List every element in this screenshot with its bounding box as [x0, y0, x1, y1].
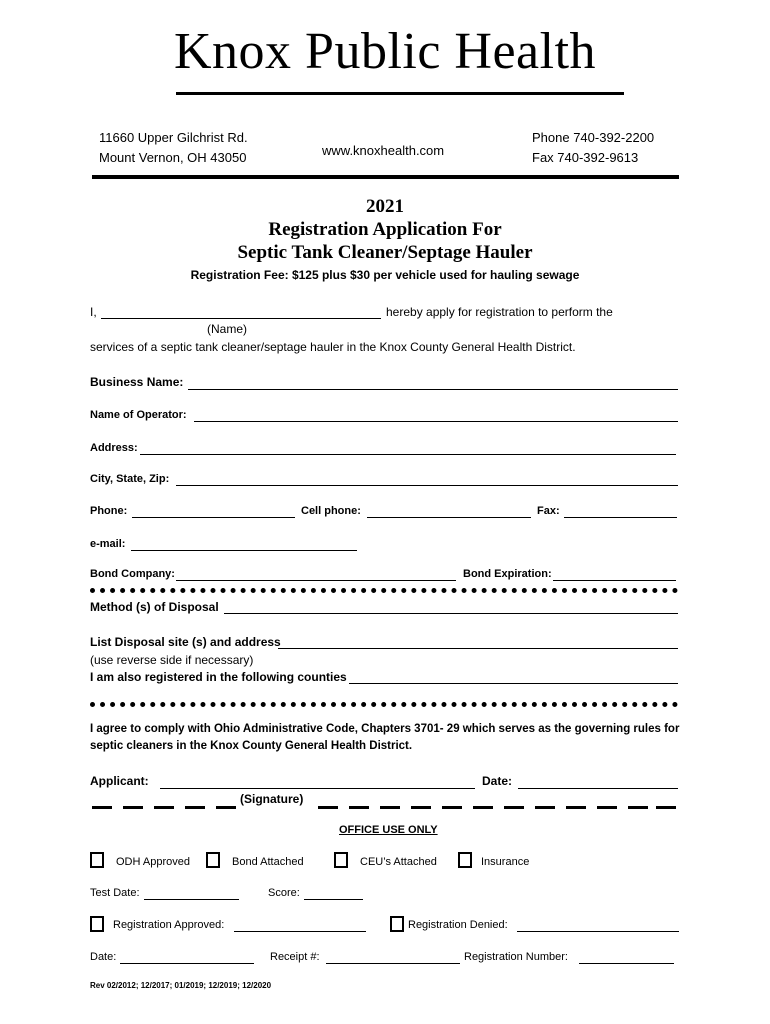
intro-suffix: hereby apply for registration to perform the: [386, 305, 613, 319]
receipt-line[interactable]: [326, 963, 460, 964]
bond-attached-label: Bond Attached: [232, 856, 304, 868]
name-caption: (Name): [207, 322, 248, 336]
registration-denied-checkbox[interactable]: [390, 916, 404, 932]
title-underline: [176, 92, 624, 95]
agreement-line-1: I agree to comply with Ohio Administrative Code, Chapters 3701- 29 which serves as the governing rules for: [90, 723, 680, 735]
disposal-method-label: Method (s) of Disposal: [90, 600, 219, 614]
disposal-sites-line[interactable]: [278, 648, 678, 649]
phone-label: Phone:: [90, 505, 128, 517]
odh-approved-label: ODH Approved: [116, 856, 190, 868]
intro-line-2: services of a septic tank cleaner/septage hauler in the Knox County General Health District.: [90, 340, 576, 354]
registration-approved-checkbox[interactable]: [90, 916, 104, 932]
cell-phone-line[interactable]: [367, 517, 531, 518]
phone-line[interactable]: [132, 517, 295, 518]
office-date-label: Date:: [90, 951, 117, 963]
score-line[interactable]: [304, 899, 363, 900]
registration-denied-label: Registration Denied:: [408, 919, 508, 931]
signature-date-label: Date:: [482, 774, 513, 788]
header-divider: [92, 175, 679, 179]
cell-phone-label: Cell phone:: [301, 505, 361, 517]
receipt-label: Receipt #:: [270, 951, 320, 963]
operator-name-line[interactable]: [194, 421, 678, 422]
address-line-1: 11660 Upper Gilchrist Rd.: [99, 130, 248, 145]
phone-number: Phone 740-392-2200: [532, 130, 655, 145]
bond-company-line[interactable]: [176, 580, 456, 581]
fax-line[interactable]: [564, 517, 677, 518]
registration-number-line[interactable]: [579, 963, 674, 964]
business-name-label: Business Name:: [90, 375, 184, 389]
fax-number: Fax 740-392-9613: [532, 150, 639, 165]
intro-prefix: I,: [90, 305, 97, 319]
ceus-attached-label: CEU’s Attached: [360, 856, 437, 868]
fax-label: Fax:: [537, 505, 560, 517]
website: www.knoxhealth.com: [322, 143, 445, 158]
address-label: Address:: [90, 442, 138, 454]
reverse-side-note: (use reverse side if necessary): [90, 653, 254, 667]
insurance-label: Insurance: [481, 856, 530, 868]
applicant-label: Applicant:: [90, 774, 149, 788]
city-state-zip-label: City, State, Zip:: [90, 473, 170, 485]
insurance-checkbox[interactable]: [458, 852, 472, 868]
office-use-heading: OFFICE USE ONLY: [339, 824, 438, 836]
office-date-line[interactable]: [120, 963, 254, 964]
revision-note: Rev 02/2012; 12/2017; 01/2019; 12/2019; 12/2020: [90, 981, 272, 990]
registration-fee: Registration Fee: $125 plus $30 per vehicle used for hauling sewage: [190, 268, 580, 282]
form-title-line-1: Registration Application For: [268, 219, 502, 240]
name-line[interactable]: [101, 318, 381, 319]
score-label: Score:: [268, 887, 300, 899]
registration-approved-label: Registration Approved:: [113, 919, 225, 931]
dotted-divider: [90, 702, 678, 707]
registration-denied-line[interactable]: [517, 931, 679, 932]
registration-approved-line[interactable]: [234, 931, 366, 932]
test-date-label: Test Date:: [90, 887, 140, 899]
email-line[interactable]: [131, 550, 357, 551]
address-line-2: Mount Vernon, OH 43050: [99, 150, 247, 165]
registration-number-label: Registration Number:: [464, 951, 568, 963]
form-year: 2021: [366, 196, 404, 217]
bond-company-label: Bond Company:: [90, 568, 175, 580]
signature-caption: (Signature): [240, 792, 304, 806]
bond-attached-checkbox[interactable]: [206, 852, 220, 868]
disposal-method-line[interactable]: [224, 613, 678, 614]
test-date-line[interactable]: [144, 899, 239, 900]
operator-name-label: Name of Operator:: [90, 409, 187, 421]
address-line[interactable]: [140, 454, 676, 455]
applicant-signature-line[interactable]: [160, 788, 475, 789]
agreement-line-2: septic cleaners in the Knox County General Health District.: [90, 740, 413, 752]
bond-expiration-label: Bond Expiration:: [463, 568, 552, 580]
dotted-divider: [90, 588, 678, 593]
email-label: e-mail:: [90, 538, 126, 550]
signature-date-line[interactable]: [518, 788, 678, 789]
business-name-line[interactable]: [188, 389, 678, 390]
organization-name: Knox Public Health: [173, 23, 597, 80]
bond-expiration-line[interactable]: [553, 580, 676, 581]
odh-approved-checkbox[interactable]: [90, 852, 104, 868]
city-state-zip-line[interactable]: [176, 485, 678, 486]
ceus-attached-checkbox[interactable]: [334, 852, 348, 868]
counties-line[interactable]: [349, 683, 678, 684]
disposal-sites-label: List Disposal site (s) and address: [90, 635, 281, 649]
form-title-line-2: Septic Tank Cleaner/Septage Hauler: [237, 242, 533, 263]
counties-label: I am also registered in the following counties: [90, 670, 347, 684]
